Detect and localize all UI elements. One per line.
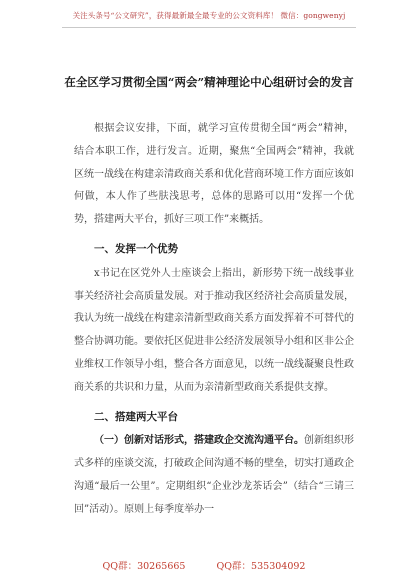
subsection-body: 创新组织形式多样的座谈交流，打破政企间沟通不畅的壁垒，切实打通政企沟通“最后一公里”。定期组织“企业沙龙茶话会”（结合“三请三回”活动）。原则上每季度举办一 [74, 435, 354, 515]
footer-qq-group-2: QQ群：535304092 [216, 561, 306, 572]
intro-paragraph: 根据会议安排，下面，就学习宣传贯彻全国“两会”精神，结合本职工作，进行发言。近期，聚焦“全国两会”精神，我就区统一战线在构建亲清政商关系和优化营商环境工作方面应该如何做，本人作了些肤浅思考，总体的思路可以用“发挥一个优势，搭建两大平台，抓好三项工作”来概括。 [74, 123, 354, 226]
section-heading-2: 二、搭建两大平台 [94, 410, 178, 423]
header-divider [62, 27, 356, 28]
section-heading-1: 一、发挥一个优势 [94, 242, 178, 255]
footer-qq-group-1: QQ群：30265665 [102, 561, 186, 572]
header-banner: 关注头条号“公文研究”，获得最新最全最专业的公文资料库！ 微信：gongwenyj [72, 11, 346, 20]
document-body [74, 118, 354, 522]
subsection-paragraph-1 [74, 430, 354, 521]
footer [0, 558, 408, 572]
subsection-lead: （一）创新对话形式，搭建政企交流沟通平台。 [94, 435, 304, 447]
section-paragraph-1: x书记在区党外人士座谈会上指出，新形势下统一战线事业事关经济社会高质量发展。对于推动我区经济社会高质量发展，我认为统一战线在构建亲清新型政商关系方面发挥着不可替代的整合协调功能。要依托区促进非公经济发展领导小组和区非公企业维权工作领导小组，整合各方面意见，以统一战线凝聚良性政商关系的共识和力量，从而为亲清新型政商关系提供支撑。 [74, 267, 354, 393]
document-title: 在全区学习贯彻全国“两会”精神理论中心组研讨会的发言 [64, 75, 354, 89]
